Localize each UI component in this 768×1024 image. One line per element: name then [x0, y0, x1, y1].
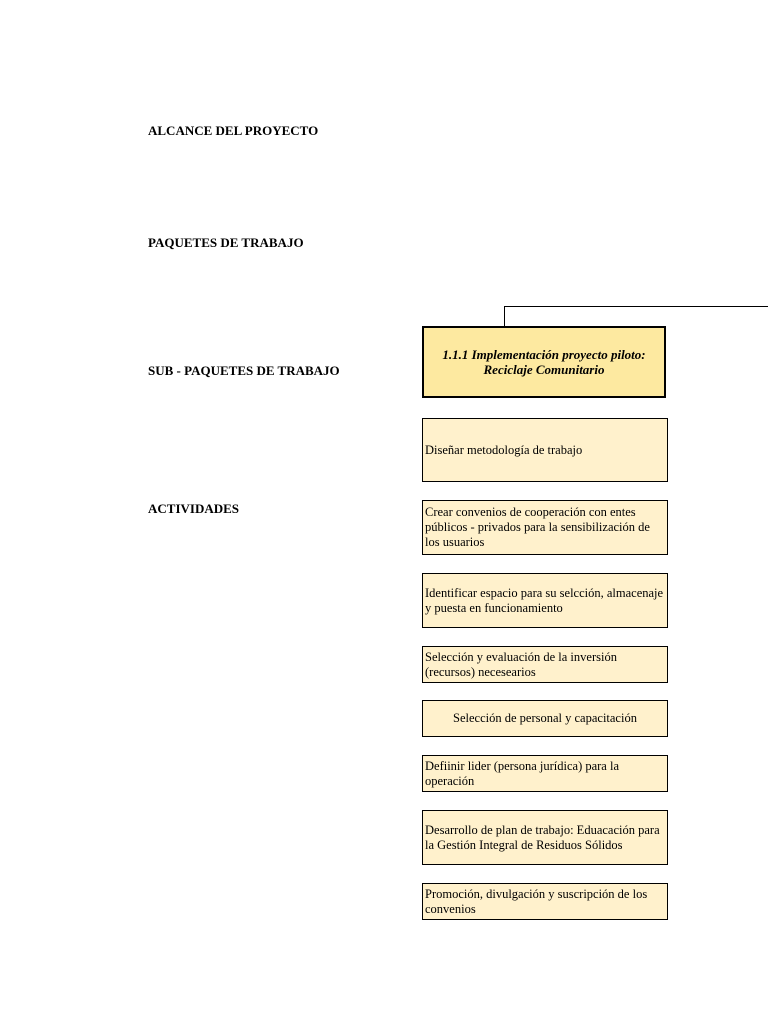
- activity-text: Identificar espacio para su selcción, almacenaje y puesta en funcionamiento: [425, 585, 664, 615]
- connector-vertical-line: [504, 306, 505, 326]
- activity-text: Promoción, divulgación y suscripción de los convenios: [425, 886, 648, 916]
- sub-package-title-line1: 1.1.1 Implementación proyecto piloto:: [442, 347, 646, 362]
- activity-box: [422, 883, 668, 920]
- sub-packages-label: SUB - PAQUETES DE TRABAJO: [148, 363, 340, 378]
- sub-package-box: [422, 326, 666, 398]
- activity-box: [422, 755, 668, 792]
- connector-horizontal-line: [504, 306, 768, 307]
- activity-box: [422, 573, 668, 628]
- activity-box: [422, 810, 668, 865]
- activity-text: Crear convenios de cooperación con entes públicos - privados para la sensibilización de los usuarios: [425, 505, 650, 549]
- activity-text: Selección y evaluación de la inversión (recursos) necesearios: [425, 649, 617, 679]
- activity-text: Desarrollo de plan de trabajo: Eduacación para la Gestión Integral de Residuos Sólidos: [425, 822, 660, 852]
- work-packages-label: PAQUETES DE TRABAJO: [148, 235, 304, 250]
- activity-text: Selección de personal y capacitación: [453, 711, 637, 725]
- activity-box: [422, 418, 668, 482]
- scope-label: ALCANCE DEL PROYECTO: [148, 123, 319, 138]
- activities-label: ACTIVIDADES: [148, 501, 240, 516]
- sub-package-title-line2: Reciclaje Comunitario: [483, 362, 605, 377]
- activity-box: [422, 500, 668, 555]
- activity-box: [422, 700, 668, 737]
- activity-text: Defiinir lider (persona jurídica) para la operación: [425, 758, 620, 788]
- activity-text: Diseñar metodología de trabajo: [425, 442, 583, 457]
- activity-box: [422, 646, 668, 683]
